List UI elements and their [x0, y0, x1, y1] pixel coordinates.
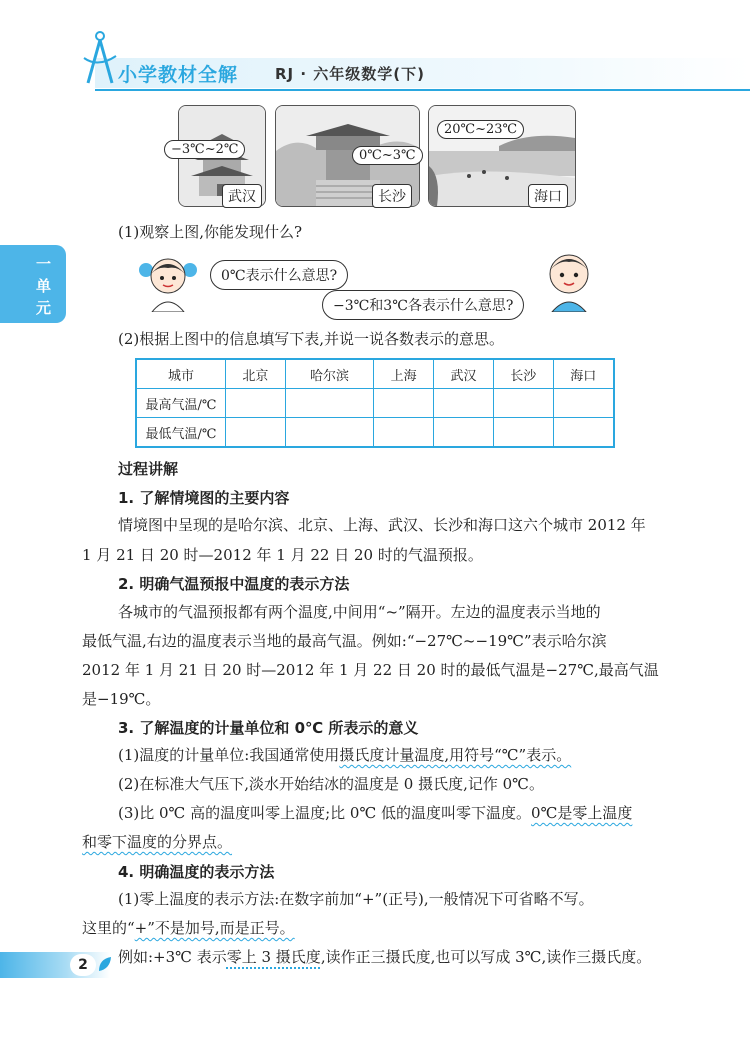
section-4-text: 例如:+3℃ 表示: [118, 948, 227, 966]
table-header-cell: 城市: [136, 359, 226, 389]
section-2-title: 2. 明确气温预报中温度的表示方法: [118, 575, 350, 593]
table-cell: [493, 389, 553, 418]
section-1-line: 情境图中呈现的是哈尔滨、北京、上海、武汉、长沙和海口这六个城市 2012 年: [118, 516, 646, 534]
wuhan-city-label: 武汉: [222, 184, 262, 208]
section-3-line: 和零下温度的分界点。: [82, 833, 233, 851]
wuhan-temp-callout: −3℃~2℃: [164, 140, 245, 159]
section-4-emphasis: 零上 3 摄氏度: [226, 948, 321, 966]
table-cell: [374, 389, 434, 418]
boy-avatar: [538, 248, 600, 316]
changsha-city-label: 长沙: [372, 184, 412, 208]
table-header-cell: 长沙: [493, 359, 553, 389]
question-1: (1)观察上图,你能发现什么?: [118, 223, 303, 241]
section-2-line: 各城市的气温预报都有两个温度,中间用“~”隔开。左边的温度表示当地的: [118, 603, 601, 621]
table-cell: [493, 418, 553, 448]
section-4-line: [82, 918, 295, 938]
section-1-title: 1. 了解情境图的主要内容: [118, 489, 290, 507]
header-divider: [95, 89, 750, 91]
section-3-line: [118, 803, 632, 823]
table-cell: [226, 389, 286, 418]
section-3-title: 3. 了解温度的计量单位和 0℃ 所表示的意义: [118, 719, 419, 737]
compass-logo-icon: [78, 28, 118, 92]
table-cell: [434, 389, 494, 418]
table-cell: [434, 418, 494, 448]
explain-title: 过程讲解: [118, 460, 179, 478]
table-cell: [285, 389, 374, 418]
table-header-cell: 上海: [374, 359, 434, 389]
girl-speech-bubble: 0℃表示什么意思?: [210, 260, 348, 290]
section-1-line: 1 月 21 日 20 时—2012 年 1 月 22 日 20 时的气温预报。: [82, 546, 483, 564]
unit-tab-char: 一: [36, 255, 52, 273]
table-header-cell: 哈尔滨: [285, 359, 374, 389]
changsha-temp-callout: 0℃~3℃: [352, 146, 423, 165]
section-2-line: 2012 年 1 月 21 日 20 时—2012 年 1 月 22 日 20 时的最低气温是−27℃,最高气温: [82, 661, 659, 679]
section-4-text: 这里的“: [82, 919, 135, 937]
table-header-cell: 海口: [553, 359, 614, 389]
section-4-title: 4. 明确温度的表示方法: [118, 863, 275, 881]
table-cell: [553, 418, 614, 448]
table-cell: [285, 418, 374, 448]
book-subtitle: RJ · 六年级数学(下): [275, 65, 425, 83]
leaf-icon: [97, 955, 113, 977]
unit-tab: [0, 245, 66, 323]
section-3-line: [118, 745, 571, 765]
section-2-line: 最低气温,右边的温度表示当地的最高气温。例如:“−27℃~−19℃”表示哈尔滨: [82, 632, 607, 650]
page-number: 2: [70, 954, 96, 976]
question-2: (2)根据上图中的信息填写下表,并说一说各数表示的意思。: [118, 330, 505, 348]
unit-tab-char: 单: [36, 277, 52, 295]
table-row-label: 最低气温/℃: [136, 418, 226, 448]
table-row-label: 最高气温/℃: [136, 389, 226, 418]
section-4-line: (1)零上温度的表示方法:在数字前加“+”(正号),一般情况下可省略不写。: [118, 890, 594, 908]
section-3-emphasis: 摄氏度计量温度,用符号“℃”表示。: [339, 746, 572, 764]
boy-speech-bubble: −3℃和3℃各表示什么意思?: [322, 290, 524, 320]
table-cell: [553, 389, 614, 418]
haikou-temp-callout: 20℃~23℃: [437, 120, 524, 139]
unit-tab-char: 元: [36, 299, 52, 317]
section-3-text: (1)温度的计量单位:我国通常使用: [118, 746, 340, 764]
table-header-cell: 北京: [226, 359, 286, 389]
section-2-line: 是−19℃。: [82, 690, 161, 708]
temperature-table: [135, 358, 615, 448]
section-4-text: ,读作正三摄氏度,也可以写成 3℃,读作三摄氏度。: [320, 948, 652, 966]
section-4-emphasis: +”不是加号,而是正号。: [134, 919, 295, 937]
table-cell: [226, 418, 286, 448]
section-3-text: (3)比 0℃ 高的温度叫零上温度;比 0℃ 低的温度叫零下温度。: [118, 804, 532, 822]
book-title: 小学教材全解: [118, 64, 239, 86]
table-header-cell: 武汉: [434, 359, 494, 389]
table-header-row: [136, 359, 614, 389]
girl-avatar: [138, 252, 198, 316]
haikou-city-label: 海口: [528, 184, 568, 208]
section-3-line: (2)在标准大气压下,淡水开始结冰的温度是 0 摄氏度,记作 0℃。: [118, 775, 544, 793]
table-row: [136, 418, 614, 448]
section-3-emphasis: 0℃是零上温度: [531, 804, 633, 822]
table-cell: [374, 418, 434, 448]
table-row: [136, 389, 614, 418]
section-4-line: [118, 947, 651, 967]
